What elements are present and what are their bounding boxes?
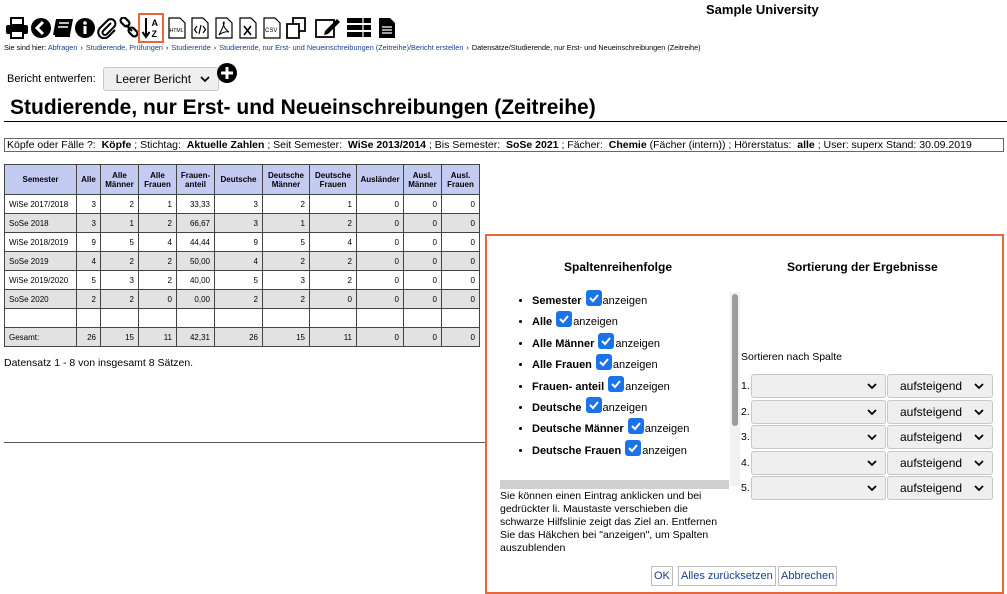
table-cell: 40,00 <box>177 271 215 290</box>
show-label: anzeigen <box>573 316 618 329</box>
table-cell: WiSe 2018/2019 <box>5 233 77 252</box>
table-cell: 0 <box>404 252 442 271</box>
check-icon <box>588 399 600 411</box>
table-cell: 0 <box>442 195 480 214</box>
divider <box>4 442 485 443</box>
chevron-down-icon <box>200 76 210 83</box>
table-header-row <box>5 165 480 195</box>
table-cell: SoSe 2019 <box>5 252 77 271</box>
chevron-down-icon <box>974 383 984 390</box>
table-cell: 1 <box>263 214 310 233</box>
add-report-icon[interactable] <box>217 63 237 83</box>
table-cell: 3 <box>215 214 263 233</box>
table-cell: 2 <box>101 252 139 271</box>
title-divider <box>4 121 1007 122</box>
column-sort-dialog <box>485 234 1004 594</box>
list-item[interactable] <box>532 290 741 311</box>
column-name: Deutsche Frauen <box>532 444 622 457</box>
table-row <box>5 195 480 214</box>
sort-az-icon[interactable] <box>138 13 164 43</box>
filter-key: (Fächer (intern)) <box>649 139 726 151</box>
html-label: HTML <box>169 28 184 34</box>
filter-summary <box>4 138 1004 152</box>
table-row <box>5 271 480 290</box>
table-cell: 1 <box>139 195 177 214</box>
table-cell: 1 <box>310 195 357 214</box>
show-label: anzeigen <box>644 423 690 436</box>
table-cell: 9 <box>215 233 263 252</box>
report-design-label: Bericht entwerfen: <box>7 73 96 85</box>
list-item[interactable] <box>532 311 741 332</box>
filter-value: Aktuelle Zahlen <box>186 139 265 151</box>
table-cell: 2 <box>310 271 357 290</box>
sort-row <box>741 400 993 424</box>
table-cell: 0 <box>404 290 442 309</box>
table-cell <box>77 309 101 328</box>
table-cell: 3 <box>263 271 310 290</box>
column-header[interactable]: Ausl. Frauen <box>442 165 480 195</box>
table-cell: SoSe 2018 <box>5 214 77 233</box>
table-cell: 9 <box>77 233 101 252</box>
table-row <box>5 214 480 233</box>
list-item[interactable] <box>532 354 741 375</box>
sort-by-label: Sortieren nach Spalte <box>741 351 842 363</box>
filter-value: Chemie <box>608 139 647 151</box>
check-icon <box>630 420 642 432</box>
sort-index: 5. <box>741 482 750 494</box>
table-cell: 5 <box>215 271 263 290</box>
document-icon[interactable] <box>374 14 400 42</box>
chevron-down-icon <box>867 485 877 492</box>
filter-key: ; Fächer: <box>561 139 603 151</box>
table-cell: 2 <box>139 252 177 271</box>
breadcrumb-separator-icon: › <box>466 43 469 52</box>
table-cell: 0 <box>442 233 480 252</box>
show-checkbox[interactable] <box>596 354 612 370</box>
university-name: Sample University <box>706 2 819 17</box>
svg-text:Z: Z <box>151 29 157 39</box>
table-cell: 0 <box>442 328 480 347</box>
table-row <box>5 252 480 271</box>
table-cell: 0 <box>357 328 404 347</box>
column-name: Alle Frauen <box>532 359 592 372</box>
table-cell: 11 <box>139 328 177 347</box>
table-cell: SoSe 2020 <box>5 290 77 309</box>
table-cell: 4 <box>215 252 263 271</box>
column-order-list[interactable] <box>500 290 741 488</box>
column-name: Alle <box>532 316 553 329</box>
table-cell <box>357 309 404 328</box>
column-header[interactable]: Frauen-anteil <box>177 165 215 195</box>
sort-row <box>741 451 993 475</box>
table-cell: Gesamt: <box>5 328 77 347</box>
column-name: Frauen- anteil <box>532 380 605 393</box>
cancel-button[interactable]: Abbrechen <box>778 566 837 586</box>
table-cell: 2 <box>77 290 101 309</box>
show-label: anzeigen <box>602 295 648 307</box>
show-label: anzeigen <box>642 444 687 457</box>
column-name: Deutsche <box>532 401 582 414</box>
sort-row <box>741 374 993 398</box>
table-cell: 0 <box>357 214 404 233</box>
table-cell: 0 <box>404 214 442 233</box>
table-cell: 0 <box>357 252 404 271</box>
table-cell: 0,00 <box>177 290 215 309</box>
scrollbar-thumb[interactable] <box>732 294 738 426</box>
table-cell: 0 <box>442 271 480 290</box>
filter-key: ; Hörerstatus: <box>728 139 792 151</box>
list-item[interactable] <box>532 418 741 439</box>
breadcrumb-separator-icon: › <box>80 43 83 52</box>
table-cell: 0 <box>357 271 404 290</box>
show-label: anzeigen <box>602 401 648 414</box>
table-cell: 2 <box>263 252 310 271</box>
sort-direction-select[interactable] <box>887 425 993 449</box>
table-cell: 4 <box>310 233 357 252</box>
filter-key: ; Stichtag: <box>134 139 181 151</box>
table-cell: 4 <box>139 233 177 252</box>
table-cell: 0 <box>442 290 480 309</box>
table-cell: 2 <box>139 271 177 290</box>
show-checkbox[interactable] <box>625 440 641 456</box>
filter-value: WiSe 2013/2014 <box>347 139 427 151</box>
sort-row <box>741 425 993 449</box>
table-cell: 42,31 <box>177 328 215 347</box>
column-header[interactable]: Deutsche <box>215 165 263 195</box>
sort-heading: Sortierung der Ergebnisse <box>787 260 938 274</box>
table-cell: 2 <box>263 195 310 214</box>
report-template-select[interactable] <box>103 67 219 91</box>
reset-all-button[interactable]: Alles zurücksetzen <box>678 566 776 586</box>
table-cell <box>101 309 139 328</box>
table-cell: 0 <box>442 214 480 233</box>
table-row <box>5 290 480 309</box>
table-cell: 5 <box>263 233 310 252</box>
column-header[interactable]: Ausländer <box>357 165 404 195</box>
report-template-value: Leerer Bericht <box>115 72 192 86</box>
results-table <box>4 164 480 347</box>
table-cell: 3 <box>101 271 139 290</box>
check-icon <box>598 356 610 368</box>
sort-index: 3. <box>741 431 750 443</box>
copy-icon[interactable] <box>283 14 309 42</box>
column-header[interactable]: Deutsche Frauen <box>310 165 357 195</box>
breadcrumb-item-studierende-pruefungen[interactable]: Studierende, Prüfungen <box>85 43 163 52</box>
table-cell: 0 <box>404 271 442 290</box>
table-cell: 3 <box>215 195 263 214</box>
show-checkbox[interactable] <box>586 290 602 306</box>
table-cell: 33,33 <box>177 195 215 214</box>
table-cell <box>177 309 215 328</box>
sort-column-select[interactable] <box>751 425 886 449</box>
table-cell <box>215 309 263 328</box>
breadcrumb-current: Datensätze/Studierende, nur Erst- und Neueinschreibungen (Zeitreihe) <box>471 43 701 52</box>
table-cell: 0 <box>310 290 357 309</box>
csv-label: CSV <box>265 28 278 34</box>
column-name: Deutsche Männer <box>532 423 624 436</box>
pdf-export-icon[interactable] <box>211 14 237 42</box>
table-cell: 2 <box>215 290 263 309</box>
show-checkbox[interactable] <box>628 418 644 434</box>
table-cell: 5 <box>101 233 139 252</box>
table-cell <box>310 309 357 328</box>
table-cell: 0 <box>442 252 480 271</box>
excel-export-icon[interactable] <box>235 14 261 42</box>
table-cell: 26 <box>77 328 101 347</box>
chevron-down-icon <box>867 434 877 441</box>
table-cell: 66,67 <box>177 214 215 233</box>
check-icon <box>588 292 600 304</box>
table-cell: 50,00 <box>177 252 215 271</box>
csv-export-icon[interactable] <box>259 14 285 42</box>
breadcrumb-prefix: Sie sind hier: <box>4 43 47 52</box>
breadcrumb-item-bericht-erstellen[interactable]: Studierende, nur Erst- und Neueinschreibungen (Zeitreihe)/Bericht erstellen <box>219 43 464 52</box>
breadcrumb-separator-icon: › <box>165 43 169 52</box>
table-cell <box>263 309 310 328</box>
column-header[interactable]: Alle <box>77 165 101 195</box>
table-cell: 0 <box>357 233 404 252</box>
breadcrumb-separator-icon: › <box>213 43 217 52</box>
filter-value: SoSe 2021 <box>505 139 559 151</box>
column-name: Semester <box>532 295 582 307</box>
table-cell: 15 <box>101 328 139 347</box>
table-row-empty <box>5 309 480 328</box>
column-header[interactable]: Ausl. Männer <box>404 165 442 195</box>
chevron-down-icon <box>867 460 877 467</box>
table-cell: 26 <box>215 328 263 347</box>
column-header[interactable]: Deutsche Männer <box>263 165 310 195</box>
filter-key: Köpfe oder Fälle ?: <box>7 139 96 151</box>
table-cell: 0 <box>404 195 442 214</box>
record-count: Datensatz 1 - 8 von insgesamt 8 Sätzen. <box>4 357 194 369</box>
sort-direction-value: aufsteigend <box>900 379 963 393</box>
table-cell <box>404 309 442 328</box>
table-cell: 2 <box>101 195 139 214</box>
table-cell: 0 <box>357 195 404 214</box>
show-checkbox[interactable] <box>586 397 602 413</box>
column-header[interactable]: Semester <box>5 165 77 195</box>
table-cell <box>5 309 77 328</box>
filter-key: ; Bis Semester: <box>428 139 501 151</box>
sort-column-select[interactable] <box>751 400 886 424</box>
horizontal-scrollbar[interactable] <box>500 480 729 489</box>
sort-column-select[interactable] <box>751 374 886 398</box>
table-cell: WiSe 2019/2020 <box>5 271 77 290</box>
breadcrumb <box>4 43 701 52</box>
show-checkbox[interactable] <box>608 376 624 392</box>
table-cell: 3 <box>77 195 101 214</box>
sort-direction-select[interactable] <box>887 476 993 500</box>
list-item[interactable] <box>532 397 741 418</box>
filter-key: ; Seit Semester: <box>267 139 343 151</box>
check-icon <box>558 313 570 325</box>
column-name: Alle Männer <box>532 337 595 350</box>
table-cell: 2 <box>310 214 357 233</box>
sort-direction-select[interactable] <box>887 374 993 398</box>
filter-value: alle <box>797 139 815 151</box>
sort-index: 1. <box>741 380 750 392</box>
table-cell: 0 <box>404 233 442 252</box>
show-checkbox[interactable] <box>598 333 614 349</box>
chevron-down-icon <box>974 409 984 416</box>
column-order-heading: Spaltenreihenfolge <box>564 260 673 274</box>
table-cell: 15 <box>263 328 310 347</box>
breadcrumb-item-studierende[interactable]: Studierende <box>171 43 211 52</box>
table-cell: 2 <box>310 252 357 271</box>
print-icon[interactable] <box>4 14 30 42</box>
table-cell <box>139 309 177 328</box>
column-header[interactable]: Alle Männer <box>101 165 139 195</box>
table-cell: 2 <box>263 290 310 309</box>
check-icon <box>600 335 612 347</box>
table-total-row <box>5 328 480 347</box>
show-label: anzeigen <box>625 380 670 393</box>
table-row <box>5 233 480 252</box>
page-title: Studierende, nur Erst- und Neueinschreibungen (Zeitreihe) <box>10 96 596 119</box>
report-design-row <box>7 66 219 92</box>
sort-row <box>741 476 993 500</box>
column-header[interactable]: Alle Frauen <box>139 165 177 195</box>
table-cell: 0 <box>404 328 442 347</box>
table-cell: 0 <box>357 290 404 309</box>
sort-direction-value: aufsteigend <box>900 430 963 444</box>
list-item[interactable] <box>532 333 741 354</box>
table-cell: 1 <box>101 214 139 233</box>
check-icon <box>610 378 622 390</box>
table-cell: WiSe 2017/2018 <box>5 195 77 214</box>
help-text: Sie können einen Eintrag anklicken und bei gedrückter li. Maustaste verschieben die schwarze Hilfslinie zeigt das Ziel an. Entfernen Sie das Häkchen bei "anzeigen", um Spalten auszublenden <box>500 490 718 554</box>
svg-text:A: A <box>151 18 158 28</box>
table-cell: 11 <box>310 328 357 347</box>
breadcrumb-item-abfragen[interactable]: Abfragen <box>47 43 78 52</box>
list-item[interactable] <box>532 440 741 461</box>
table-cell: 44,44 <box>177 233 215 252</box>
show-checkbox[interactable] <box>556 311 572 327</box>
edit-icon[interactable] <box>315 14 341 42</box>
xml-export-icon[interactable] <box>187 14 213 42</box>
ok-button[interactable]: OK <box>651 566 673 586</box>
sort-column-select[interactable] <box>751 476 886 500</box>
sort-direction-value: aufsteigend <box>900 456 963 470</box>
sort-direction-select[interactable] <box>887 400 993 424</box>
table-cell: 2 <box>101 290 139 309</box>
table-cell: 3 <box>77 214 101 233</box>
chevron-down-icon <box>867 409 877 416</box>
layout-icon[interactable] <box>346 14 372 42</box>
show-label: anzeigen <box>612 359 658 372</box>
table-cell: 4 <box>77 252 101 271</box>
chevron-down-icon <box>867 383 877 390</box>
chevron-down-icon <box>974 460 984 467</box>
filter-key: ; User: superx Stand: 30.09.2019 <box>817 139 972 151</box>
table-cell: 0 <box>139 290 177 309</box>
sort-direction-value: aufsteigend <box>900 405 963 419</box>
sort-column-select[interactable] <box>751 451 886 475</box>
sort-direction-value: aufsteigend <box>900 481 963 495</box>
chevron-down-icon <box>974 485 984 492</box>
table-cell <box>442 309 480 328</box>
chevron-down-icon <box>974 434 984 441</box>
check-icon <box>627 442 639 454</box>
sort-index: 2. <box>741 406 750 418</box>
sort-index: 4. <box>741 457 750 469</box>
filter-value: Köpfe <box>101 139 132 151</box>
sort-direction-select[interactable] <box>887 451 993 475</box>
table-cell: 2 <box>139 214 177 233</box>
table-cell: 5 <box>77 271 101 290</box>
list-item[interactable] <box>532 376 741 397</box>
show-label: anzeigen <box>615 337 661 350</box>
